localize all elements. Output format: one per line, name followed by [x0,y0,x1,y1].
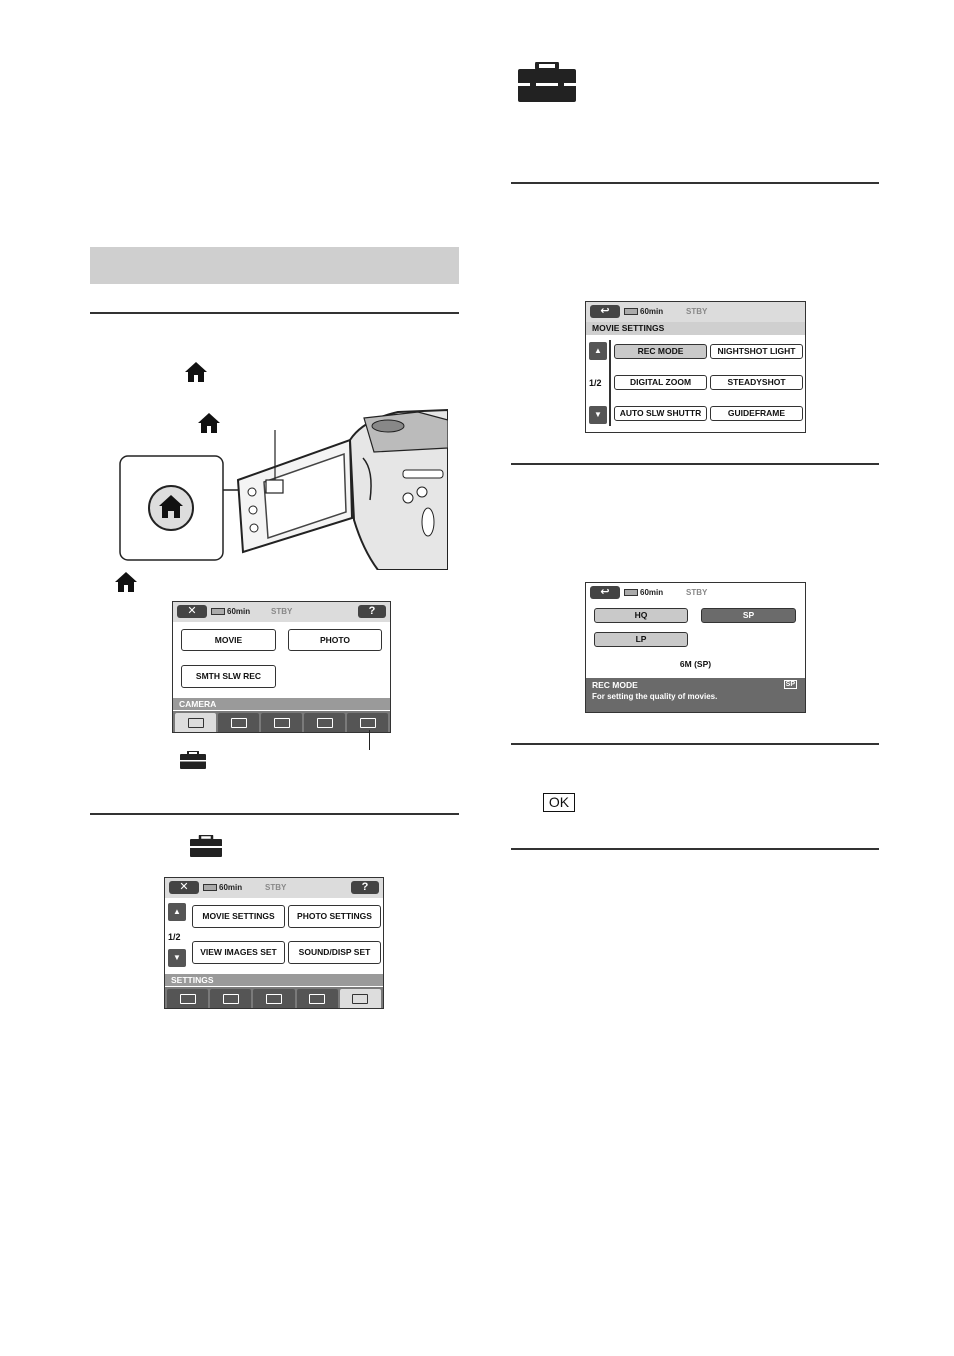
tab-manage[interactable] [304,713,345,732]
view-images-set-button[interactable]: VIEW IMAGES SET [192,941,285,964]
page-indicator: 1/2 [589,378,602,388]
disc-icon [317,718,333,728]
scroll-down-button[interactable]: ▼ [168,949,186,967]
back-button[interactable]: ↩ [590,586,620,599]
disc-icon [309,994,325,1004]
scrollbar[interactable] [609,340,611,426]
grid-icon [266,994,282,1004]
status-text: STBY [686,588,708,597]
battery-indicator: 60min [624,588,663,597]
divider [90,312,459,314]
home-menu-screen [172,601,391,733]
battery-indicator: 60min [211,607,250,616]
status-bar [586,302,805,322]
steadyshot-button[interactable]: STEADYSHOT [710,375,803,390]
toolbox-icon [352,994,368,1004]
close-button[interactable]: ✕ [169,881,199,894]
tab-camera[interactable] [175,713,216,732]
tab-other[interactable] [253,989,294,1008]
movie-settings-button[interactable]: MOVIE SETTINGS [192,905,285,928]
toolbox-icon [360,718,376,728]
setting-description: For setting the quality of movies. [592,692,718,701]
scroll-up-button[interactable]: ▲ [589,342,607,360]
option-hq[interactable]: HQ [594,608,688,623]
sound-disp-set-button[interactable]: SOUND/DISP SET [288,941,381,964]
toolbox-icon [518,62,576,102]
tab-view-images[interactable] [218,713,259,732]
tab-view-images[interactable] [210,989,251,1008]
menu-header: MOVIE SETTINGS [586,322,805,335]
divider [511,743,879,745]
movie-settings-screen [585,301,806,433]
ok-button[interactable]: OK [543,793,575,812]
auto-slw-shuttr-button[interactable]: AUTO SLW SHUTTR [614,406,707,421]
toolbox-icon [180,751,206,769]
camcorder-illustration [118,400,448,570]
camera-icon [180,994,196,1004]
status-bar [165,878,383,898]
setting-title: REC MODE [592,680,638,690]
option-sp[interactable]: SP [701,608,796,623]
status-badge: SP [785,681,795,688]
nightshot-light-button[interactable]: NIGHTSHOT LIGHT [710,344,803,359]
home-icon [184,361,208,383]
play-icon [231,718,247,728]
settings-menu-screen [164,877,384,1009]
toolbox-icon [190,835,222,857]
tab-settings[interactable] [340,989,381,1008]
section-header-bar [90,247,459,284]
info-panel [586,678,805,712]
status-text: STBY [265,883,287,892]
camera-icon [188,718,204,728]
divider [511,463,879,465]
category-tabs [173,711,390,732]
status-text: STBY [686,307,708,316]
digital-zoom-button[interactable]: DIGITAL ZOOM [614,375,707,390]
photo-settings-button[interactable]: PHOTO SETTINGS [288,905,381,928]
status-bar [173,602,390,622]
divider [511,848,879,850]
home-icon [114,571,138,593]
movie-button[interactable]: MOVIE [181,629,276,651]
page-indicator: 1/2 [168,932,181,942]
option-lp[interactable]: LP [594,632,688,647]
battery-indicator: 60min [203,883,242,892]
divider [90,813,459,815]
grid-icon [274,718,290,728]
category-label: SETTINGS [165,974,383,986]
tab-settings[interactable] [347,713,388,732]
tab-manage[interactable] [297,989,338,1008]
smth-slw-rec-button[interactable]: SMTH SLW REC [181,665,276,688]
callout-line [369,730,370,750]
help-button[interactable]: ? [358,605,386,618]
play-icon [223,994,239,1004]
status-text: STBY [271,607,293,616]
category-tabs [165,987,383,1008]
guideframe-button[interactable]: GUIDEFRAME [710,406,803,421]
scroll-down-button[interactable]: ▼ [589,406,607,424]
tab-other[interactable] [261,713,302,732]
divider [511,182,879,184]
help-button[interactable]: ? [351,881,379,894]
rec-mode-screen [585,582,806,713]
category-label: CAMERA [173,698,390,710]
close-button[interactable]: ✕ [177,605,207,618]
battery-indicator: 60min [624,307,663,316]
scroll-up-button[interactable]: ▲ [168,903,186,921]
back-button[interactable]: ↩ [590,305,620,318]
current-value: 6M (SP) [679,659,712,669]
status-bar [586,583,805,603]
rec-mode-button[interactable]: REC MODE [614,344,707,359]
photo-button[interactable]: PHOTO [288,629,382,651]
tab-camera[interactable] [167,989,208,1008]
